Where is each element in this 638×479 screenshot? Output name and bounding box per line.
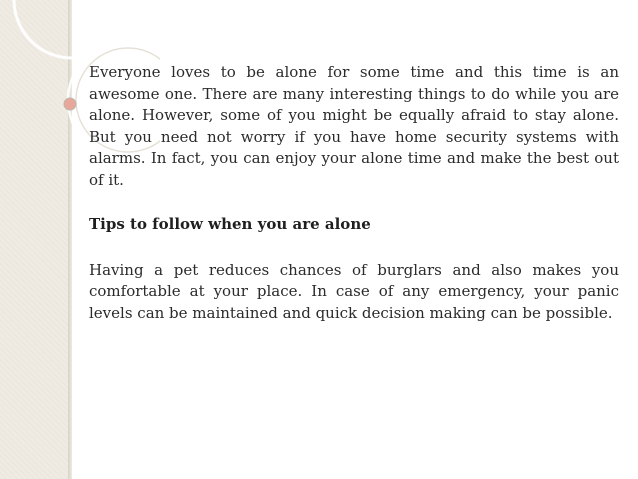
accent-dot	[64, 98, 76, 110]
outer-ring	[14, 0, 130, 58]
slide-content	[89, 62, 619, 324]
tips-heading: Tips to follow when you are alone	[89, 215, 371, 233]
pet-paragraph: Having a pet reduces chances of burglars and also makes you comfortable at your place. In case of any emergency, your panic levels can be maintained and quick decision making can be possible.	[89, 260, 619, 322]
intro-paragraph: Everyone loves to be alone for some time and this time is an awesome one. There are many interesting things to do while you are alone. However, some of you might be equally afraid to stay alone. But you need not worry if you have home security systems with alarms. In fact, you can enjoy your alone time and make the best out of it.	[89, 63, 619, 189]
